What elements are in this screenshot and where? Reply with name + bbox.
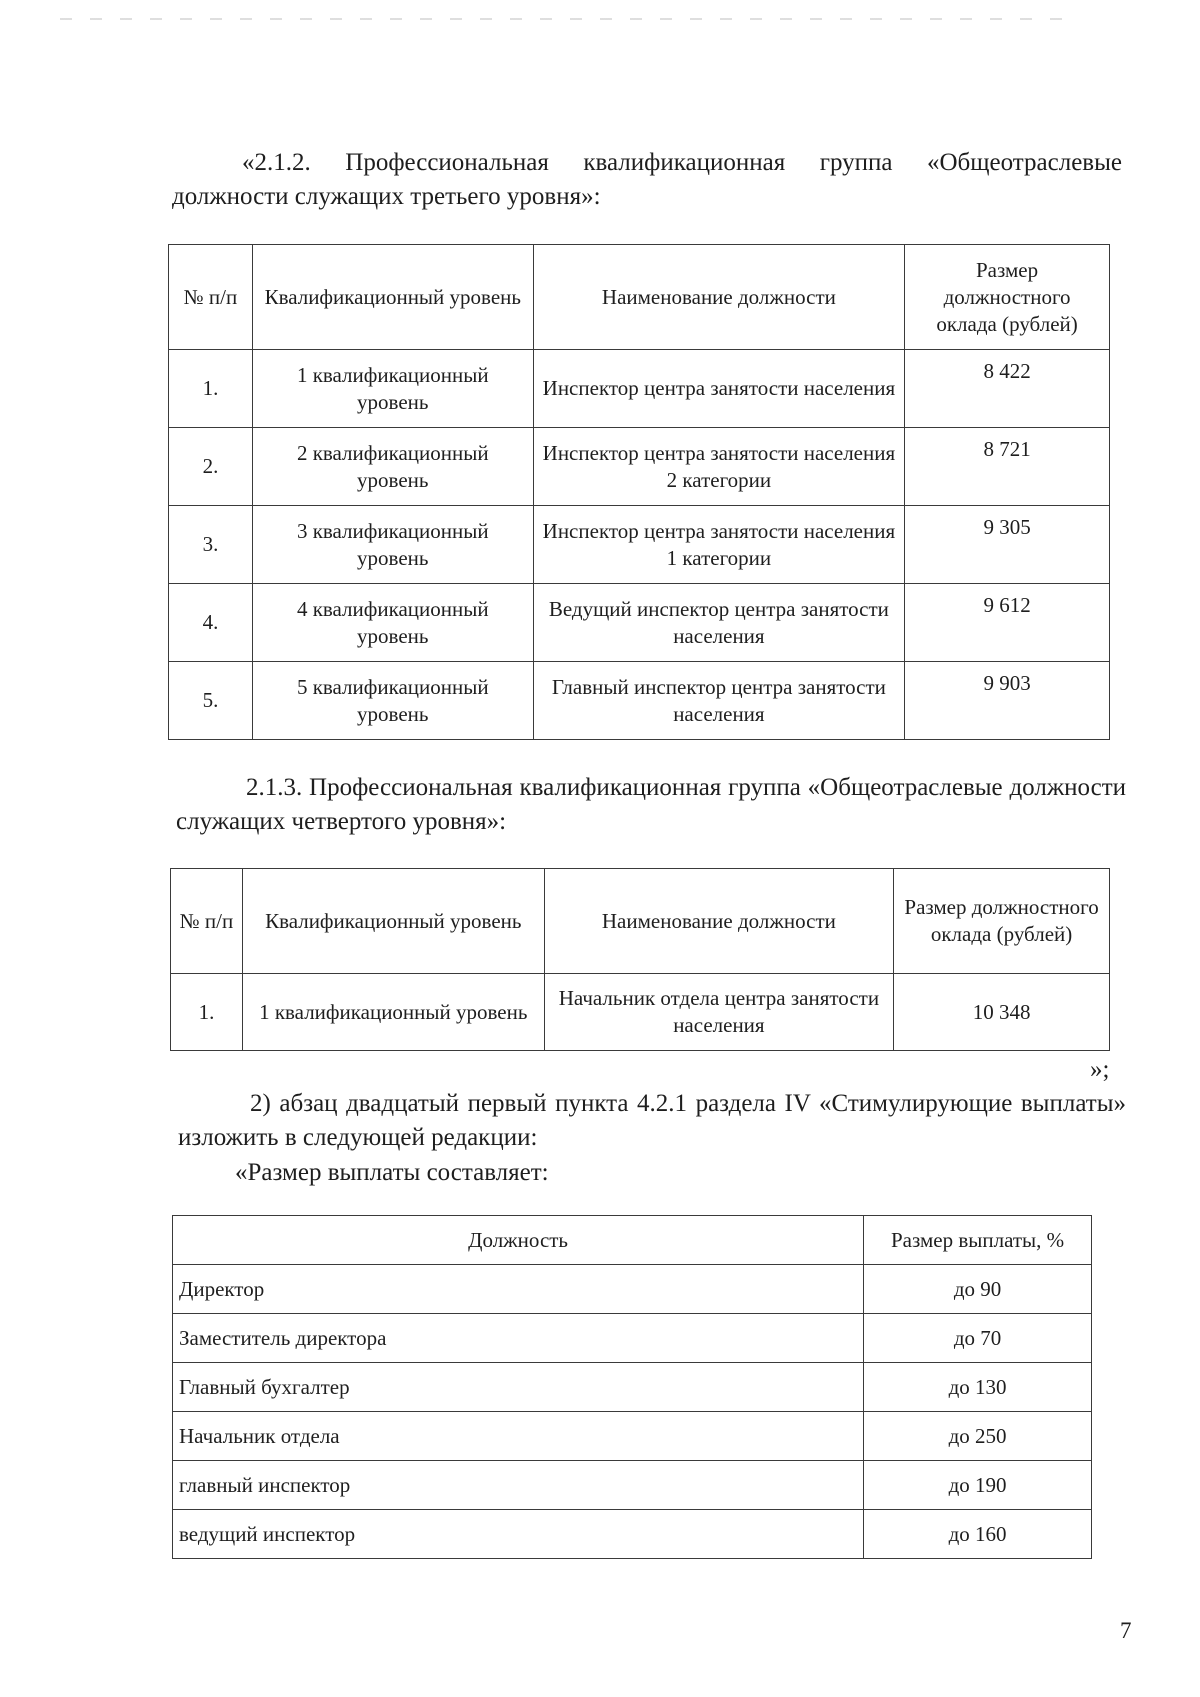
payments-header-row xyxy=(173,1216,1092,1265)
amendment-text: 2) абзац двадцатый первый пункта 4.2.1 раздела IV «Стимулирующие выплаты» изложить в следующей редакции: xyxy=(178,1090,1126,1151)
table-row xyxy=(169,506,1110,584)
table-row xyxy=(171,974,1110,1051)
row-level: 4 квалификационный уровень xyxy=(252,584,533,662)
row-level: 1 квалификационный уровень xyxy=(252,350,533,428)
table-row xyxy=(173,1510,1092,1559)
row-level: 5 квалификационный уровень xyxy=(252,662,533,740)
table-row xyxy=(169,662,1110,740)
row-position: Инспектор центра занятости населения 1 категории xyxy=(533,506,904,584)
row-salary: 10 348 xyxy=(894,974,1110,1051)
row-amount: до 90 xyxy=(864,1265,1092,1314)
row-amount: до 160 xyxy=(864,1510,1092,1559)
table-row xyxy=(173,1314,1092,1363)
section-213-heading: 2.1.3. Профессиональная квалификационная группа «Общеотраслевые должности служащих четвертого уровня»: xyxy=(176,774,1126,835)
row-amount: до 190 xyxy=(864,1461,1092,1510)
row-num: 1. xyxy=(171,974,243,1051)
table-213-header-row xyxy=(171,869,1110,974)
row-position: Директор xyxy=(173,1265,864,1314)
col-header-position: Должность xyxy=(173,1216,864,1265)
row-num: 1. xyxy=(169,350,253,428)
row-position: Ведущий инспектор центра занятости населения xyxy=(533,584,904,662)
row-level: 2 квалификационный уровень xyxy=(252,428,533,506)
table-row xyxy=(173,1461,1092,1510)
row-num: 4. xyxy=(169,584,253,662)
row-position: Начальник отдела xyxy=(173,1412,864,1461)
col-header-salary: Размер должностного оклада (рублей) xyxy=(905,245,1110,350)
row-position: Инспектор центра занятости населения 2 категории xyxy=(533,428,904,506)
row-amount: до 130 xyxy=(864,1363,1092,1412)
row-amount: до 70 xyxy=(864,1314,1092,1363)
section-212-heading: «2.1.2. Профессиональная квалификационная группа «Общеотраслевые должности служащих третьего уровня»: xyxy=(172,149,1122,210)
table-row xyxy=(169,350,1110,428)
scan-artifact-strip xyxy=(60,18,1080,20)
row-salary: 9 903 xyxy=(905,662,1110,740)
row-salary: 9 612 xyxy=(905,584,1110,662)
col-header-amount: Размер выплаты, % xyxy=(864,1216,1092,1265)
closing-quote: »; xyxy=(1090,1056,1110,1083)
row-position: Главный инспектор центра занятости населения xyxy=(533,662,904,740)
row-position: Инспектор центра занятости населения xyxy=(533,350,904,428)
table-row xyxy=(169,428,1110,506)
col-header-num: № п/п xyxy=(169,245,253,350)
row-amount: до 250 xyxy=(864,1412,1092,1461)
col-header-position: Наименование должности xyxy=(544,869,894,974)
table-213 xyxy=(170,868,1110,1051)
col-header-num: № п/п xyxy=(171,869,243,974)
page-number: 7 xyxy=(1120,1618,1132,1643)
row-position: Начальник отдела центра занятости населения xyxy=(544,974,894,1051)
row-salary: 8 721 xyxy=(905,428,1110,506)
row-num: 3. xyxy=(169,506,253,584)
col-header-level: Квалификационный уровень xyxy=(252,245,533,350)
amendment-lead: «Размер выплаты составляет: xyxy=(235,1159,549,1186)
payments-table xyxy=(172,1215,1092,1559)
row-level: 1 квалификационный уровень xyxy=(242,974,544,1051)
row-num: 5. xyxy=(169,662,253,740)
row-position: ведущий инспектор xyxy=(173,1510,864,1559)
table-row xyxy=(169,584,1110,662)
table-212 xyxy=(168,244,1110,740)
col-header-level: Квалификационный уровень xyxy=(242,869,544,974)
row-num: 2. xyxy=(169,428,253,506)
row-position: Заместитель директора xyxy=(173,1314,864,1363)
col-header-salary: Размер должностного оклада (рублей) xyxy=(894,869,1110,974)
row-level: 3 квалификационный уровень xyxy=(252,506,533,584)
table-row xyxy=(173,1265,1092,1314)
row-position: Главный бухгалтер xyxy=(173,1363,864,1412)
table-212-header-row xyxy=(169,245,1110,350)
row-salary: 8 422 xyxy=(905,350,1110,428)
row-position: главный инспектор xyxy=(173,1461,864,1510)
table-row xyxy=(173,1363,1092,1412)
col-header-position: Наименование должности xyxy=(533,245,904,350)
table-row xyxy=(173,1412,1092,1461)
row-salary: 9 305 xyxy=(905,506,1110,584)
